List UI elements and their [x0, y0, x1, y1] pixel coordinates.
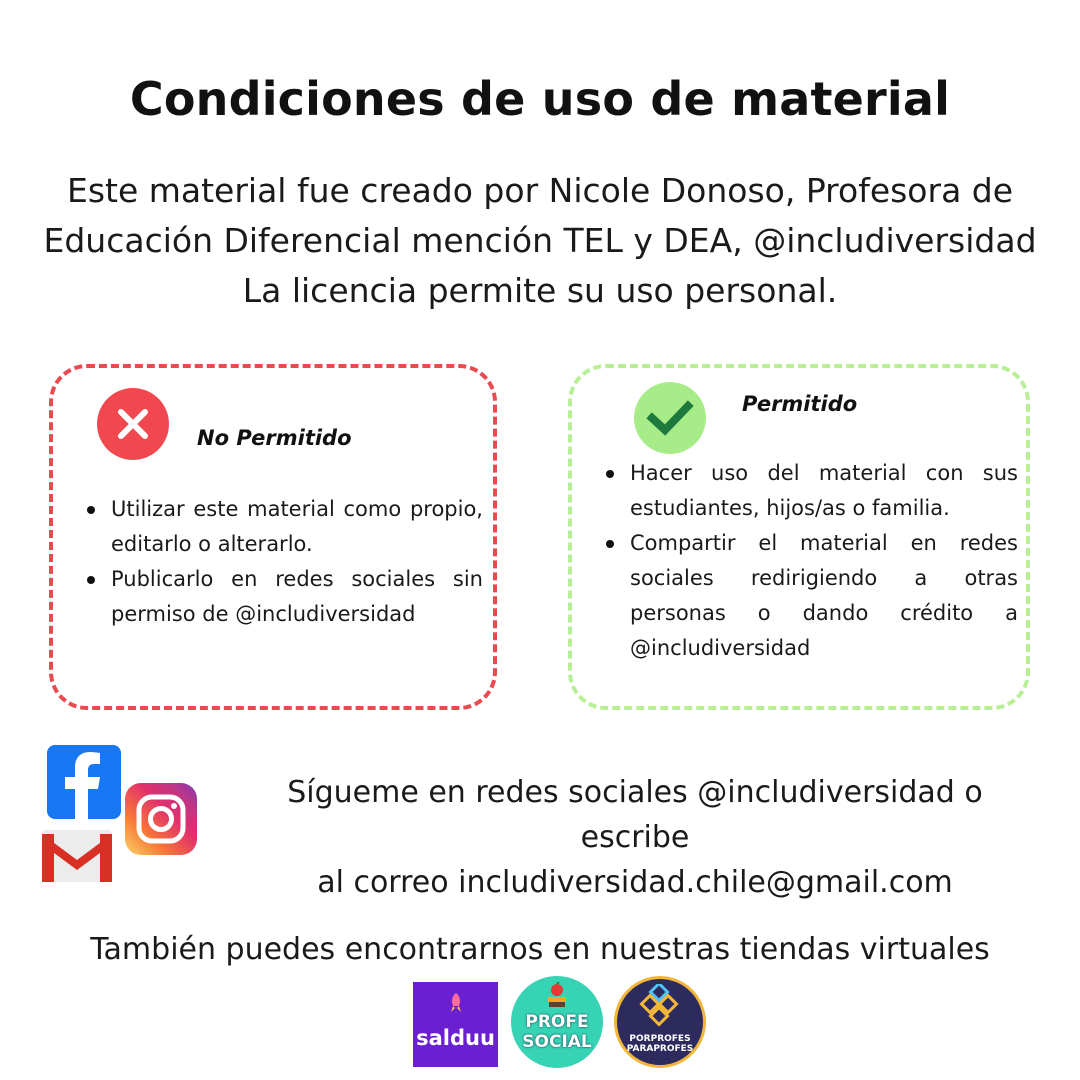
follow-line-2: al correo includiversidad.chile@gmail.com — [317, 865, 953, 900]
x-icon — [97, 388, 169, 460]
check-icon — [634, 382, 706, 454]
porprofes-logo[interactable] — [614, 976, 706, 1068]
allowed-list — [602, 456, 1018, 666]
list-item: Compartir el material en redes sociales redirigiendo a otras personas o dando crédito a @includiversidad — [602, 526, 1018, 666]
stores-text: También puedes encontrarnos en nuestras tiendas virtuales — [90, 932, 990, 967]
porprofes-line-1: PORPROFES — [629, 1034, 691, 1044]
gmail-icon[interactable] — [40, 828, 114, 884]
intro-line-3: La licencia permite su uso personal. — [242, 271, 838, 310]
profe-social-line-2: SOCIAL — [522, 1032, 592, 1052]
intro-line-2: Educación Diferencial mención TEL y DEA, @includiversidad — [43, 221, 1037, 260]
follow-text — [230, 770, 1040, 905]
allowed-card — [568, 364, 1030, 710]
salduu-logo[interactable] — [413, 982, 498, 1067]
facebook-icon[interactable] — [47, 745, 121, 819]
follow-line-1: Sígueme en redes sociales @includiversidad o escribe — [287, 775, 983, 855]
porprofes-line-2: PARAPROFES — [626, 1044, 694, 1054]
not-allowed-title: No Permitido — [197, 426, 352, 450]
allowed-title: Permitido — [742, 392, 858, 416]
list-item: Hacer uso del material con sus estudiantes, hijos/as o familia. — [602, 456, 1018, 526]
intro-text — [0, 166, 1080, 316]
not-allowed-card — [49, 364, 497, 710]
page-title: Condiciones de uso de material — [129, 72, 951, 126]
list-item: Publicarlo en redes sociales sin permiso de @includiversidad — [83, 562, 483, 632]
salduu-label: salduu — [416, 1026, 495, 1050]
list-item: Utilizar este material como propio, editarlo o alterarlo. — [83, 492, 483, 562]
instagram-icon[interactable] — [125, 783, 197, 855]
intro-line-1: Este material fue creado por Nicole Donoso, Profesora de — [66, 171, 1014, 210]
profe-social-logo[interactable] — [511, 976, 603, 1068]
social-icons — [40, 745, 210, 890]
not-allowed-list — [83, 492, 483, 632]
profe-social-line-1: PROFE — [525, 1012, 589, 1032]
